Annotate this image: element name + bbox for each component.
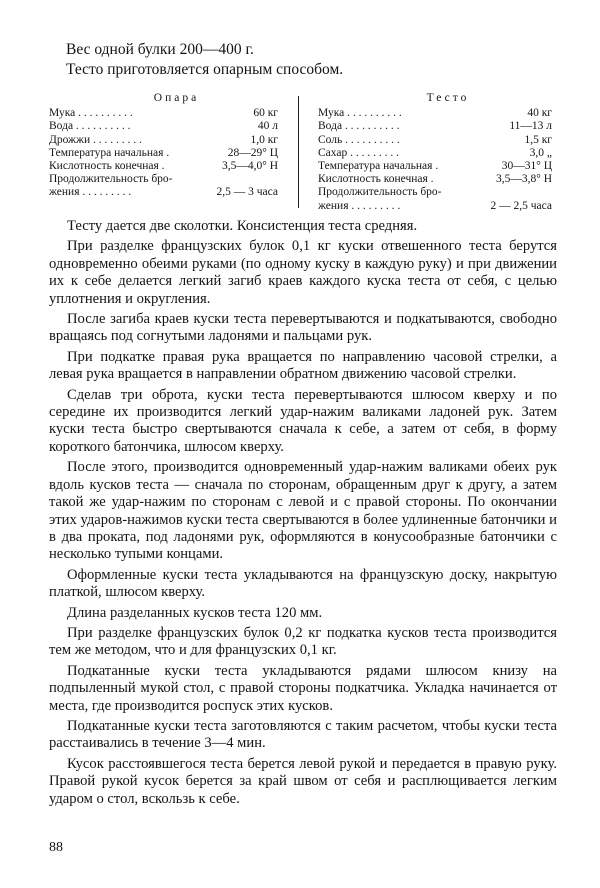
table-row: Температура начальная . 30—31° Ц bbox=[318, 160, 552, 173]
opara-table bbox=[49, 92, 284, 200]
intro-line-weight: Вес одной булки 200—400 г. bbox=[66, 41, 254, 58]
table-row: Кислотность конечная . 3,5—3,8° Н bbox=[318, 173, 552, 186]
paragraph: При разделке французских булок 0,1 кг куски отвешенного теста берутся одновременно обеими руками (по одному куску в каждую руку) и при движении их к себе делается легкий загиб краев каждого куска теста от себя, с целью уплотнения и округления. bbox=[49, 238, 557, 307]
table-row: Сахар . . . . . . . . . 3,0 „ bbox=[318, 146, 552, 159]
paragraph: После этого, производится одновременный удар-нажим валиками обеих рук вдоль кусков теста — сначала по сторонам, обращенным друг к другу, а затем такой же удар-нажим по сторонам с левой и с правой стороны. По окончании этих ударов-нажимов куски теста свертываются в более удлиненные батончики и в два проката, под ладонями рук, оформляются в конусообразные батончики с несколько тупыми концами. bbox=[49, 459, 557, 563]
paragraph: Подкатанные куски теста заготовляются с таким расчетом, чтобы куски теста расстаивались в течение 3—4 мин. bbox=[49, 717, 557, 752]
opara-table-title: Опара bbox=[153, 92, 200, 104]
paragraph: При подкатке правая рука вращается по направлению часовой стрелки, а левая рука вращается в направлении обратном движению часовой стрелки. bbox=[49, 348, 557, 383]
paragraph: После загиба краев куски теста перевертываются и подкатываются, свободно вращаясь под согнутыми ладонями и пальцами рук. bbox=[49, 311, 557, 345]
table-row: Кислотность конечная . 3,5—4,0° Н bbox=[49, 160, 279, 173]
table-row: Мука . . . . . . . . . . 40 кг bbox=[318, 107, 552, 120]
table-row: Соль . . . . . . . . . . 1,5 кг bbox=[318, 133, 552, 146]
table-row: Температура начальная . 28—29° Ц bbox=[49, 146, 278, 159]
testo-table bbox=[318, 92, 558, 213]
testo-table-title: Тесто bbox=[426, 92, 470, 104]
table-row: жения . . . . . . . . . 2,5 — 3 часа bbox=[49, 186, 278, 199]
intro-line-method: Тесто приготовляется опарным способом. bbox=[66, 61, 344, 78]
paragraph: Сделав три оброта, куски теста перевертываются шлюсом кверху и по середине их производится легкий удар-нажим валиками ладоней рук. Затем куски теста быстро свертываются сначала к себе, а затем от себя, в форму короткого батончика, шлюсом кверху. bbox=[49, 386, 557, 455]
table-row: Продолжительность бро- bbox=[318, 186, 442, 199]
paragraph: При разделке французских булок 0,2 кг подкатка кусков теста производится тем же методом, что и для французских 0,1 кг. bbox=[49, 624, 557, 659]
table-row: Дрожжи . . . . . . . . . 1,0 кг bbox=[49, 133, 278, 146]
body-text bbox=[49, 218, 557, 811]
table-row: Продолжительность бро- bbox=[49, 173, 173, 186]
intro-block bbox=[66, 40, 566, 80]
table-row: жения . . . . . . . . . 2 — 2,5 часа bbox=[318, 199, 552, 212]
paragraph: Длина разделанных кусков теста 120 мм. bbox=[67, 604, 323, 621]
paragraph: Подкатанные куски теста укладываются рядами шлюсом книзу на подпыленный мукой стол, с правой стороны подкатчика. Укладка начинается от места, где производится роспуск этих кусков. bbox=[49, 662, 557, 714]
table-row: Мука . . . . . . . . . . 60 кг bbox=[49, 107, 278, 120]
page-number: 88 bbox=[49, 840, 63, 855]
table-row: Вода . . . . . . . . . . 40 л bbox=[49, 120, 278, 133]
column-divider bbox=[298, 96, 299, 208]
paragraph: Оформленные куски теста укладываются на французскую доску, накрытую платкой, шлюсом кверху. bbox=[49, 566, 557, 601]
paragraph: Тесту дается две сколотки. Консистенция теста средняя. bbox=[67, 218, 418, 234]
paragraph: Кусок расстоявшегося теста берется левой рукой и передается в правую руку. Правой рукой кусок берется за край швом от себя и расплющивается легким ударом о стол, вскользь к себе. bbox=[49, 755, 557, 807]
table-row: Вода . . . . . . . . . . 11—13 л bbox=[318, 120, 552, 133]
